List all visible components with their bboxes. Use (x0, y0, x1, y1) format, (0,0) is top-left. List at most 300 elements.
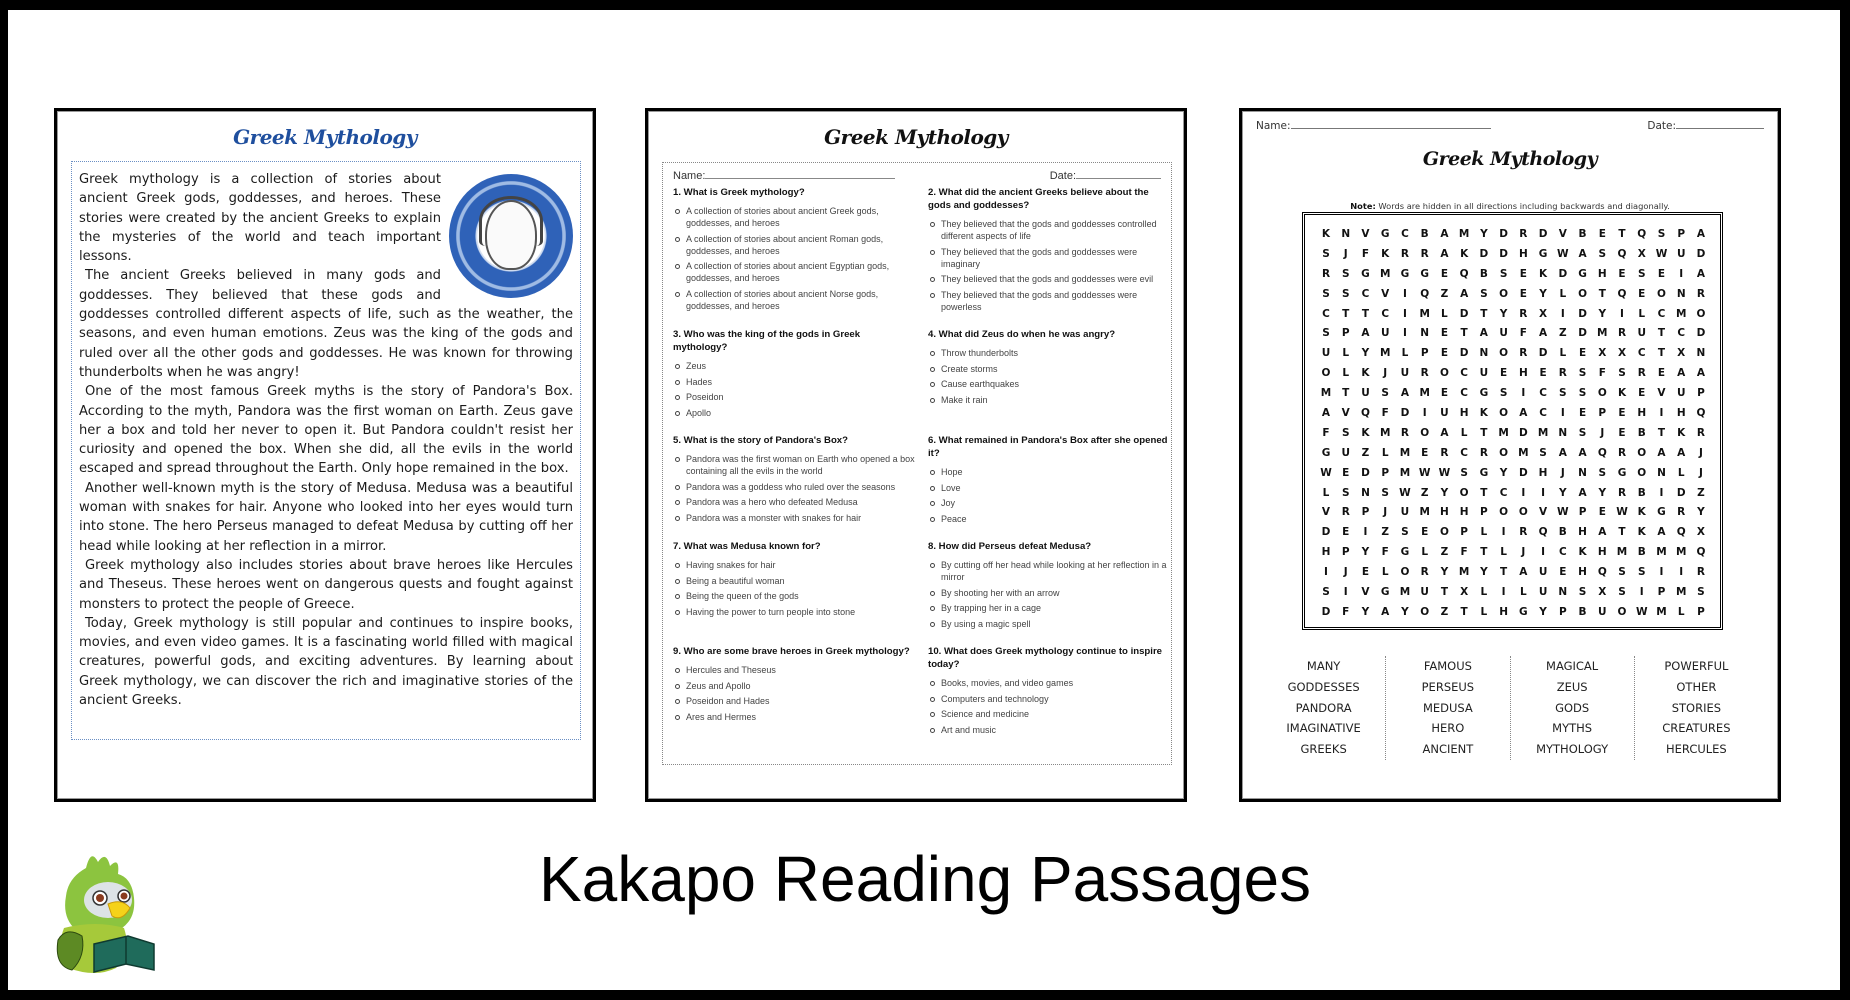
answer-option: Love (928, 482, 1171, 494)
answer-option: Science and medicine (928, 708, 1171, 720)
grid-letter: D (1696, 327, 1706, 340)
word-search-page (1239, 108, 1781, 802)
search-word: PANDORA (1295, 700, 1352, 715)
grid-letter: R (1617, 486, 1627, 499)
grid-letter: N (1361, 486, 1370, 499)
search-word: MANY (1306, 659, 1341, 673)
answer-options (928, 466, 1171, 525)
grid-letter: M (1320, 387, 1332, 400)
quiz-question (928, 540, 1171, 633)
search-word: MEDUSA (1422, 700, 1473, 715)
search-word: PERSEUS (1421, 679, 1475, 694)
grid-letter: E (1500, 367, 1508, 380)
grid-letter: A (1381, 605, 1390, 618)
grid-letter: C (1637, 347, 1646, 360)
page-title: Greek Mythology (233, 125, 417, 149)
grid-letter: R (1617, 446, 1627, 459)
question-text: 9. Who are some brave heroes in Greek mythology? (673, 646, 910, 657)
grid-letter: H (1499, 605, 1508, 618)
answer-option: A collection of stories about ancient Norse gods, goddesses, and heroes (673, 288, 916, 312)
grid-letter: I (1659, 486, 1664, 499)
answer-options (673, 205, 916, 312)
grid-letter: Y (1499, 307, 1508, 320)
grid-letter: A (1677, 367, 1686, 380)
grid-letter: H (1321, 546, 1331, 559)
grid-letter: O (1499, 347, 1509, 360)
grid-letter: M (1675, 585, 1687, 598)
grid-letter: C (1322, 307, 1330, 320)
date-field (1647, 119, 1764, 132)
grid-letter: C (1460, 367, 1468, 380)
grid-letter: Y (1361, 347, 1370, 360)
grid-letter: L (1677, 466, 1685, 479)
answer-option: Pandora was the first woman on Earth who opened a box containing all the evils in the world (673, 453, 916, 477)
date-label: Date: (1647, 120, 1676, 132)
grid-row (1319, 502, 1708, 522)
grid-letter: S (1341, 267, 1350, 280)
grid-row (1319, 542, 1708, 562)
search-word: GODS (1555, 700, 1590, 715)
grid-row (1319, 463, 1708, 483)
grid-letter: E (1440, 347, 1448, 360)
page-title: Greek Mythology (824, 125, 1008, 149)
grid-letter: A (1479, 327, 1488, 340)
grid-letter: E (1618, 426, 1626, 439)
grid-letter: U (1598, 605, 1607, 618)
grid-letter: D (1479, 247, 1489, 260)
grid-letter: X (1598, 585, 1607, 598)
grid-letter: C (1677, 327, 1686, 340)
grid-letter: K (1578, 546, 1587, 559)
grid-letter: G (1617, 466, 1627, 479)
grid-letter: S (1598, 466, 1607, 479)
grid-letter: G (1479, 466, 1489, 479)
word-list (1262, 656, 1758, 760)
grid-letter: D (1538, 347, 1548, 360)
grid-letter: B (1479, 267, 1488, 280)
grid-letter: I (1639, 585, 1644, 598)
grid-letter: T (1598, 287, 1606, 300)
grid-letter: E (1539, 367, 1547, 380)
answer-option: A collection of stories about ancient Roman gods, goddesses, and heroes (673, 233, 916, 257)
grid-letter: U (1380, 327, 1390, 340)
grid-letter: Z (1381, 526, 1390, 539)
grid-letter: G (1380, 227, 1390, 240)
grid-letter: B (1637, 486, 1646, 499)
grid-letter: M (1537, 426, 1549, 439)
question-text: 10. What does Greek mythology continue to inspire today? (928, 646, 1163, 670)
grid-letter: E (1342, 526, 1350, 539)
grid-letter: R (1420, 566, 1429, 579)
grid-letter: Y (1401, 605, 1409, 618)
paragraph: Greek mythology also includes stories about brave heroes like Hercules and Theseus. These heroes went on dangerous quests and fought against monsters to protect the people of Greece. (79, 557, 573, 612)
grid-letter: S (1618, 367, 1626, 380)
grid-letter: M (1656, 605, 1667, 618)
grid-letter: I (1521, 486, 1526, 499)
grid-letter: H (1459, 506, 1469, 519)
grid-letter: T (1480, 486, 1488, 499)
name-date-row (673, 169, 1161, 182)
grid-letter: U (1321, 347, 1331, 360)
grid-letter: O (1400, 566, 1410, 579)
grid-letter: L (1342, 347, 1350, 360)
grid-letter: A (1578, 446, 1587, 459)
grid-letter: B (1420, 227, 1429, 240)
answer-option: By cutting off her head while looking at her reflection in a mirror (928, 559, 1171, 583)
grid-letter: Y (1598, 307, 1607, 320)
grid-letter: Q (1676, 526, 1686, 539)
grid-letter: J (1560, 466, 1565, 479)
grid-row (1319, 264, 1708, 284)
questions-grid (673, 186, 1168, 751)
letter-grid (1302, 212, 1723, 630)
grid-letter: M (1399, 585, 1411, 598)
grid-letter: K (1617, 387, 1627, 400)
grid-letter: F (1519, 327, 1527, 340)
grid-letter: J (1343, 247, 1348, 260)
grid-letter: U (1440, 406, 1449, 419)
grid-letter: D (1676, 486, 1686, 499)
answer-option: Art and music (928, 724, 1171, 736)
grid-letter: U (1341, 446, 1350, 459)
grid-letter: U (1538, 566, 1548, 579)
search-word: HERCULES (1665, 742, 1727, 757)
grid-letter: G (1479, 387, 1489, 400)
grid-letter: R (1519, 347, 1528, 360)
grid-letter: X (1637, 247, 1646, 260)
grid-letter: T (1460, 327, 1468, 340)
grid-letter: I (1620, 307, 1624, 320)
quiz-page (645, 108, 1187, 802)
grid-letter: O (1637, 466, 1647, 479)
grid-letter: H (1578, 566, 1587, 579)
grid-letter: F (1361, 247, 1370, 260)
question-text: 8. How did Perseus defeat Medusa? (928, 541, 1092, 552)
grid-letter: M (1675, 546, 1687, 559)
grid-letter: E (1638, 387, 1646, 400)
grid-letter: S (1381, 486, 1389, 499)
grid-letter: A (1460, 287, 1469, 300)
date-field (1050, 169, 1161, 182)
grid-letter: S (1657, 227, 1666, 240)
answer-option: Pandora was a monster with snakes for hair (673, 512, 916, 524)
grid-letter: L (1480, 526, 1488, 539)
grid-letter: M (1379, 267, 1391, 280)
grid-letter: C (1361, 287, 1370, 300)
grid-letter: D (1538, 227, 1548, 240)
grid-letter: U (1676, 247, 1686, 260)
grid-letter: S (1618, 566, 1626, 579)
grid-letter: S (1559, 387, 1567, 400)
grid-letter: A (1539, 327, 1548, 340)
grid-letter: W (1438, 466, 1451, 479)
note-text: Words are hidden in all directions including backwards and diagonally. (1375, 201, 1670, 211)
grid-letter: O (1420, 605, 1430, 618)
grid-letter: H (1518, 247, 1528, 260)
grid-letter: L (1480, 605, 1488, 618)
grid-row (1319, 383, 1708, 403)
grid-letter: I (1560, 307, 1565, 320)
grid-letter: L (1441, 307, 1448, 320)
grid-letter: G (1578, 267, 1587, 280)
grid-letter: H (1597, 546, 1607, 559)
grid-letter: L (1401, 347, 1409, 360)
grid-letter: L (1480, 585, 1488, 598)
grid-letter: M (1656, 546, 1667, 559)
grid-letter: E (1519, 287, 1527, 300)
grid-letter: P (1460, 526, 1468, 539)
search-word: HERO (1431, 721, 1465, 736)
grid-letter: W (1557, 506, 1569, 519)
grid-letter: P (1361, 506, 1370, 519)
grid-letter: M (1518, 446, 1529, 459)
grid-letter: V (1361, 585, 1370, 598)
grid-letter: I (1541, 546, 1546, 559)
grid-row (1319, 224, 1708, 244)
name-date-row (1256, 119, 1764, 132)
grid-letter: T (1480, 546, 1488, 559)
search-word: IMAGINATIVE (1286, 721, 1361, 736)
grid-letter: T (1657, 426, 1666, 439)
question-text: 4. What did Zeus do when he was angry? (928, 329, 1116, 340)
grid-letter: R (1677, 506, 1686, 519)
grid-letter: A (1598, 526, 1607, 539)
grid-letter: J (1383, 506, 1388, 519)
grid-letter: R (1519, 307, 1528, 320)
grid-row (1319, 423, 1708, 443)
grid-letter: E (1421, 446, 1429, 459)
grid-letter: J (1600, 426, 1605, 439)
answer-option: Ares and Hermes (673, 711, 916, 723)
answer-option: Peace (928, 513, 1171, 525)
grid-letter: G (1321, 446, 1331, 459)
grid-letter: Z (1440, 287, 1449, 300)
paragraph: Greek mythology is a collection of stories about ancient Greek gods, goddesses, and heroes. These stories were created by the ancient Greeks to explain the mysteries of the world and teach important lessons. (79, 172, 441, 265)
grid-letter: E (1578, 406, 1587, 419)
answer-option: They believed that the gods and goddesses were imaginary (928, 246, 1171, 270)
grid-row (1319, 522, 1708, 542)
grid-letter: D (1518, 466, 1528, 479)
grid-letter: D (1321, 526, 1331, 539)
search-word: POWERFUL (1664, 659, 1729, 673)
grid-letter: I (1363, 526, 1368, 539)
grid-letter: R (1321, 267, 1331, 280)
grid-letter: Y (1440, 486, 1449, 499)
grid-letter: T (1342, 307, 1350, 320)
grid-letter: F (1342, 605, 1350, 618)
search-word: MAGICAL (1546, 659, 1599, 673)
grid-letter: Z (1559, 327, 1567, 340)
answer-option: Make it rain (928, 394, 1171, 406)
grid-letter: Q (1459, 267, 1469, 280)
search-word: OTHER (1676, 679, 1717, 694)
grid-letter: F (1322, 426, 1330, 439)
quiz-question (673, 645, 916, 739)
date-line (1676, 119, 1764, 129)
grid-letter: M (1498, 426, 1509, 439)
quiz-question (928, 434, 1171, 528)
grid-letter: X (1696, 526, 1705, 539)
grid-letter: S (1322, 327, 1330, 340)
question-text: 6. What remained in Pandora's Box after she opened it? (928, 435, 1168, 459)
grid-row (1319, 284, 1708, 304)
grid-letter: S (1381, 387, 1389, 400)
grid-letter: H (1518, 367, 1528, 380)
grid-letter: E (1342, 466, 1350, 479)
grid-letter: I (1541, 486, 1546, 499)
grid-letter: M (1597, 327, 1608, 340)
paragraph: The ancient Greeks believed in many gods and goddesses. They believed that these gods and goddesses controlled different aspects of life, such as the weather, the seasons, and even human emotions. Zeus was the king of the gods and ruled over all the other gods and goddesses. He was known for throwing thunderbolts when he was angry! (79, 268, 573, 380)
grid-letter: R (1617, 327, 1627, 340)
grid-letter: A (1440, 426, 1449, 439)
grid-letter: S (1460, 466, 1468, 479)
grid-letter: X (1617, 347, 1627, 360)
grid-letter: R (1400, 247, 1409, 260)
grid-letter: S (1697, 585, 1705, 598)
grid-letter: I (1521, 387, 1526, 400)
grid-letter: Z (1697, 486, 1705, 499)
grid-letter: E (1519, 267, 1527, 280)
answer-option: Hope (928, 466, 1171, 478)
grid-letter: X (1598, 347, 1607, 360)
grid-letter: J (1383, 367, 1388, 380)
grid-letter: A (1677, 446, 1686, 459)
grid-letter: S (1539, 446, 1547, 459)
grid-letter: S (1341, 426, 1350, 439)
grid-letter: S (1480, 287, 1488, 300)
grid-row (1319, 483, 1708, 503)
grid-letter: Y (1499, 466, 1508, 479)
kakapo-parrot-reading-book-icon (36, 848, 166, 983)
grid-letter: Q (1617, 287, 1627, 300)
name-line (705, 169, 895, 179)
face-shape (485, 200, 537, 270)
search-word: GODDESSES (1287, 679, 1360, 694)
grid-letter: M (1616, 546, 1628, 559)
grid-letter: X (1677, 347, 1686, 360)
search-word: ZEUS (1556, 679, 1588, 694)
grid-letter: C (1539, 406, 1547, 419)
grid-letter: I (1402, 287, 1407, 300)
grid-letter: O (1499, 287, 1509, 300)
answer-options (928, 218, 1171, 313)
grid-letter: L (1677, 605, 1685, 618)
grid-letter: T (1618, 526, 1626, 539)
grid-letter: L (1559, 347, 1567, 360)
name-field (1256, 119, 1491, 132)
quiz-box (662, 162, 1172, 765)
quiz-question (673, 540, 916, 633)
grid-letter: U (1361, 387, 1370, 400)
grid-letter: L (1460, 426, 1468, 439)
grid-letter: S (1578, 367, 1587, 380)
answer-option: Books, movies, and video games (928, 677, 1171, 689)
quiz-question (673, 186, 916, 316)
grid-letter: T (1460, 605, 1468, 618)
grid-letter: A (1696, 267, 1706, 280)
grid-letter: O (1657, 287, 1666, 300)
grid-letter: O (1499, 406, 1509, 419)
grid-letter: I (1501, 526, 1506, 539)
grid-letter: O (1696, 307, 1706, 320)
grid-letter: I (1659, 566, 1664, 579)
answer-option: By trapping her in a cage (928, 602, 1171, 614)
answer-option: Having snakes for hair (673, 559, 916, 571)
grid-letter: H (1597, 267, 1607, 280)
grid-letter: G (1400, 546, 1410, 559)
grid-letter: R (1341, 506, 1350, 519)
grid-letter: P (1697, 387, 1705, 400)
question-text: 3. Who was the king of the gods in Greek mythology? (673, 329, 861, 353)
grid-letter: W (1616, 506, 1628, 519)
grid-letter: I (1659, 406, 1664, 419)
grid-letter: O (1499, 446, 1509, 459)
quiz-question (673, 434, 916, 528)
grid-letter: C (1401, 227, 1409, 240)
grid-letter: C (1460, 387, 1468, 400)
grid-letter: A (1400, 387, 1409, 400)
grid-letter: A (1440, 247, 1449, 260)
grid-letter: X (1460, 585, 1469, 598)
word-column (1262, 656, 1386, 760)
quiz-question (928, 645, 1171, 739)
grid-letter: D (1321, 605, 1331, 618)
question-text: 1. What is Greek mythology? (673, 187, 805, 198)
grid-letter: I (1402, 307, 1407, 320)
grid-letter: K (1361, 367, 1370, 380)
answer-option: Hercules and Theseus (673, 664, 916, 676)
grid-letter: Q (1696, 406, 1706, 419)
word-column (1635, 656, 1758, 760)
grid-letter: V (1539, 506, 1548, 519)
quiz-question (673, 328, 916, 422)
grid-letter: S (1322, 247, 1330, 260)
grid-letter: T (1657, 347, 1666, 360)
grid-letter: R (1696, 566, 1705, 579)
name-field (673, 169, 895, 182)
answer-option: Create storms (928, 363, 1171, 375)
search-word: MYTHOLOGY (1536, 742, 1609, 757)
grid-letter: Y (1480, 566, 1488, 579)
grid-letter: E (1618, 267, 1626, 280)
grid-letter: O (1499, 506, 1509, 519)
grid-letter: E (1440, 267, 1448, 280)
grid-letter: M (1399, 466, 1411, 479)
answer-option: Pandora was a goddess who ruled over the seasons (673, 481, 916, 493)
grid-letter: P (1381, 466, 1390, 479)
grid-letter: I (1422, 406, 1427, 419)
grid-letter: M (1419, 387, 1430, 400)
grid-letter: P (1677, 227, 1686, 240)
grid-letter: A (1321, 406, 1331, 419)
search-word: GREEKS (1300, 742, 1347, 757)
grid-letter: O (1439, 367, 1449, 380)
grid-letter: N (1696, 347, 1706, 360)
passage-box (71, 161, 581, 740)
instructions-note (1242, 201, 1778, 211)
grid-letter: E (1361, 566, 1370, 579)
grid-row (1319, 363, 1708, 383)
grid-row (1319, 244, 1708, 264)
word-column (1386, 656, 1510, 760)
grid-letter: M (1379, 347, 1391, 360)
grid-letter: O (1321, 367, 1331, 380)
grid-letter: Z (1361, 446, 1370, 459)
grid-letter: P (1578, 506, 1587, 519)
answer-option: Poseidon (673, 391, 916, 403)
grid-letter: O (1578, 287, 1588, 300)
grid-row (1319, 323, 1708, 343)
